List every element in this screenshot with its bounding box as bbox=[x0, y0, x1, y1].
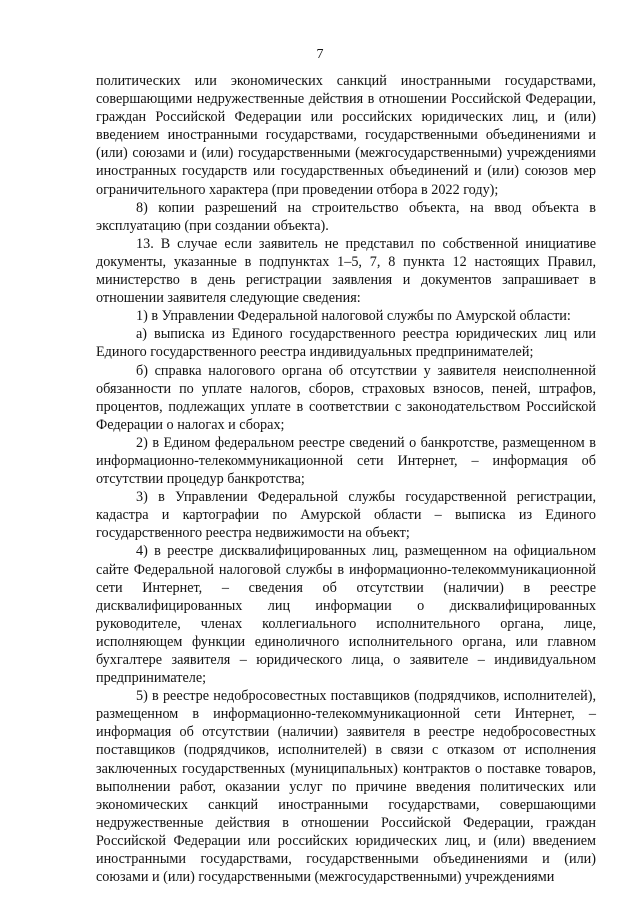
page-number: 7 bbox=[316, 47, 324, 62]
paragraph-3-rosreestr: 3) в Управлении Федеральной службы государственной регистрации, кадастра и картографии по Амурской области – выписка из Единого государственного реестра недвижимости на объект; bbox=[96, 489, 596, 542]
paragraph-13-requests: 13. В случае если заявитель не представил по собственной инициативе документы, указанные в подпунктах 1–5, 7, 8 пункта 12 настоящих Правил, министерство в день регистрации заявления и документов запрашивает в отношении заявителя следующие сведения: bbox=[96, 235, 596, 307]
paragraph-1-tax-service: 1) в Управлении Федеральной налоговой службы по Амурской области: bbox=[136, 308, 571, 325]
paragraph-4-disqualified-persons: 4) в реестре дисквалифицированных лиц, размещенном на официальном сайте Федеральной налоговой службы в информационно-телекоммуникационной сети Интернет, – сведения об отсутствии (наличии) в реестре дисквалифицированных лиц информации о дисквалифицированных руководителе, членах коллегиального исполнительного органа, лице, исполняющем функции единоличного исполнительного органа, или главном бухгалтере заявителя – юридического лица, о заявителе – индивидуальном предпринимателе; bbox=[96, 543, 596, 687]
paragraph-item-8-permits: 8) копии разрешений на строительство объекта, на ввод объекта в эксплуатацию (при создании объекта). bbox=[96, 199, 596, 234]
paragraph-1b-tax-certificate: б) справка налогового органа об отсутствии у заявителя неисполненной обязанности по уплате налогов, сборов, страховых взносов, пеней, штрафов, процентов, подлежащих уплате в соответствии с законодательством Российской Федерации о налогах и сборах; bbox=[96, 362, 596, 433]
paragraph-5-unfair-suppliers: 5) в реестре недобросовестных поставщиков (подрядчиков, исполнителей), размещенном в информационно-телекоммуникационной сети Интернет, – информация об отсутствии (наличии) заявителя в реестре недобросовестных поставщиков (подрядчиков, исполнителей) в связи с отказом от исполнения заключенных государственных (муниципальных) контрактов о поставке товаров, выполнении работ, оказании услуг по причине введения политических или экономических санкций иностранными государствами, совершающими недружественные действия в отношении Российской Федерации, граждан Российской Федерации или российских юридических лиц, и (или) введением иностранными государствами, государственными объединениями и (или) союзами и (или) государственными (межгосударственными) учреждениями bbox=[96, 688, 596, 886]
document-body bbox=[96, 72, 596, 886]
paragraph-sanctions-continuation: политических или экономических санкций иностранными государствами, совершающими недружественные действия в отношении Российской Федерации, граждан Российской Федерации или российских юридических лиц, и (или) введением иностранными государствами, государственными объединениями и (или) союзами и (или) государственными (межгосударственными) учреждениями иностранных государств или государственных объединений и (или) союзов мер ограничительного характера (при проведении отбора в 2022 году); bbox=[96, 73, 596, 198]
paragraph-1a-registry-extract: а) выписка из Единого государственного реестра юридических лиц или Единого государственного реестра индивидуальных предпринимателей; bbox=[96, 326, 596, 361]
paragraph-2-bankruptcy-registry: 2) в Едином федеральном реестре сведений о банкротстве, размещенном в информационно-телекоммуникационной сети Интернет, – информация об отсутствии процедур банкротства; bbox=[96, 434, 596, 488]
